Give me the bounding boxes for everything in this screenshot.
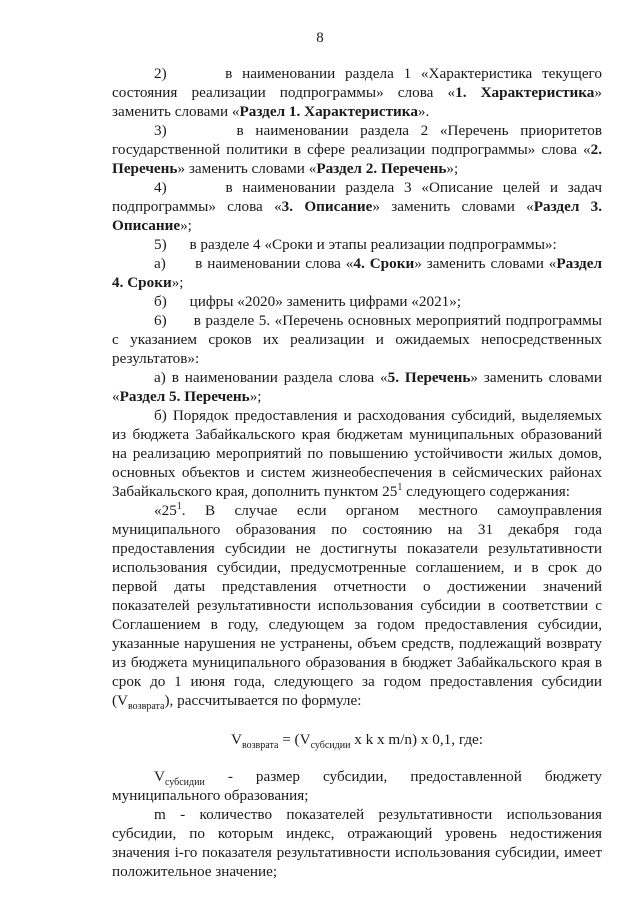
amendment-item: 4) в наименовании раздела 3 «Описание целей и задач подпрограммы» слова «3. Описание» заменить словами «Раздел 3. Описание»; [112,179,603,234]
new-clause-paragraph: «$25^1$. В случае если органом местного самоуправления муниципального образования по состоянию на 31 декабря года предоставления субсидии не достигнуты показатели результативности использования субсидии, предусмотренные соглашением, и в срок до первой даты представления отчетности о достижении значений показателей результативности использования субсидии в соответствии с Соглашением в году, следующем за годом предоставления субсидии, указанные нарушения не устранены, объем средств, подлежащий возврату из бюджета муниципального образования в бюджет Забайкальского края в срок до 1 июня года, следующего за годом предоставления субсидии $(V_{возврата})$, рассчитывается по формуле: [112,500,602,713]
amendment-item: а) в наименовании раздела слова «5. Перечень» заменить словами «Раздел 5. Перечень»; [112,369,603,405]
amendment-item: 5) в разделе 4 «Сроки и этапы реализации подпрограммы»: [154,236,557,253]
amendment-paragraph: б) Порядок предоставления и расходования субсидий, выделяемых из бюджета Забайкальского края бюджетам муниципальных образований на реализацию мероприятий по повышению устойчивости жилых домов, основных объектов и систем жизнеобеспечения в сейсмических районах Забайкальского края, дополнить пунктом $25^1$ следующего содержания: [112,407,602,500]
formula-definition: m - количество показателей результативности использования субсидии, по которым индекс, отражающий уровень недостижения значения i-го показателя результативности использования субсидии, имеет положительное значение; [112,806,602,880]
formula-definition: $V_{субсидии}$ - размер субсидии, предоставленной бюджету муниципального образования; [112,768,602,804]
page-number: 8 [316,30,324,46]
amendment-item: 6) в разделе 5. «Перечень основных мероприятий подпрограммы с указанием сроков их реализации и ожидаемых непосредственных результатов»: [112,312,602,367]
refund-formula: $V_{возврата} = (V_{субсидии}$ x k x m/n) x 0,1, где: [230,731,484,752]
amendment-item: б) цифры «2020» заменить цифрами «2021»; [154,293,462,310]
amendment-item: а) в наименовании слова «4. Сроки» заменить словами «Раздел 4. Сроки»; [112,255,602,291]
amendment-item: 2) в наименовании раздела 1 «Характеристика текущего состояния реализации подпрограммы» слова «1. Характеристика» заменить словами «Раздел 1. Характеристика». [112,65,603,120]
amendment-item: 3) в наименовании раздела 2 «Перечень приоритетов государственной политики в сфере реализации подпрограммы» слова «2. Перечень» заменить словами «Раздел 2. Перечень»; [112,122,602,177]
document-body [112,64,602,881]
